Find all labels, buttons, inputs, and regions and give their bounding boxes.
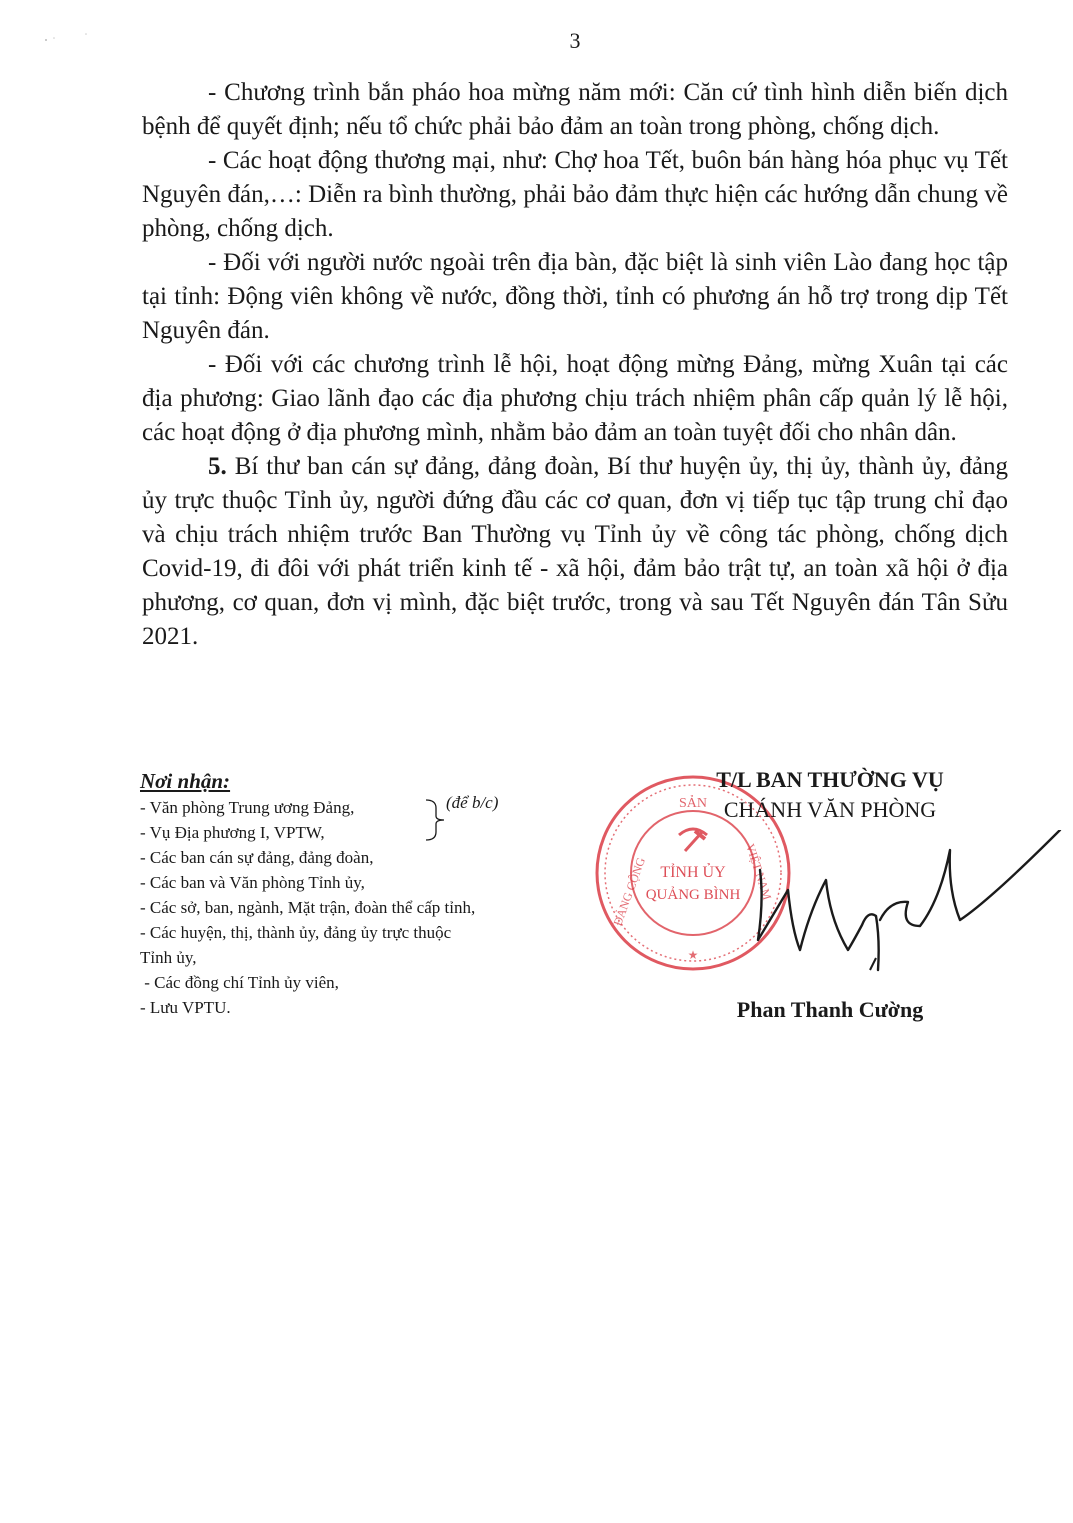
seal-ring-right: VIỆT NAM: [743, 841, 775, 902]
signature-block: [650, 765, 1010, 825]
hammer-sickle-icon: [679, 829, 707, 851]
seal-text-line2: QUẢNG BÌNH: [645, 887, 741, 903]
recipient-line: - Văn phòng Trung ương Đảng,: [140, 798, 355, 817]
body-paragraph: - Các hoạt động thương mại, như: Chợ hoa Tết, buôn bán hàng hóa phục vụ Tết Nguyên đán,…: Diễn ra bình thường, phải bảo đảm thực hiện các hướng dẫn chung về phòng, chống dịch.: [142, 147, 1008, 242]
copy-note: (để b/c): [446, 793, 499, 812]
body-paragraph: - Chương trình bắn pháo hoa mừng năm mới: Căn cứ tình hình diễn biến dịch bệnh để quyết định; nếu tổ chức phải bảo đảm an toàn trong phòng, chống dịch.: [142, 79, 1008, 140]
body-paragraph: - Đối với các chương trình lễ hội, hoạt động mừng Đảng, mừng Xuân tại các địa phương: Giao lãnh đạo các địa phương chịu trách nhiệm phân cấp quản lý lễ hội, các hoạt động ở địa phương mình, nhằm bảo đảm an toàn tuyệt đối cho nhân dân.: [142, 351, 1008, 446]
page-number: 3: [569, 28, 581, 53]
handwritten-signature: [730, 830, 1070, 985]
brace-icon: [424, 798, 448, 847]
recipient-line: - Các sở, ban, ngành, Mặt trận, đoàn thể cấp tỉnh,: [140, 898, 476, 917]
signer-name: Phan Thanh Cường: [736, 997, 924, 1022]
recipient-line: - Các ban cán sự đảng, đảng đoàn,: [140, 848, 374, 867]
recipient-line: - Các huyện, thị, thành ủy, đảng ủy trực thuộc: [140, 923, 452, 942]
seal-star-icon: ★: [687, 948, 699, 962]
section-5-paragraph: [142, 450, 1008, 654]
section-number: 5.: [208, 453, 227, 480]
body-paragraph: - Đối với người nước ngoài trên địa bàn, đặc biệt là sinh viên Lào đang học tập tại tỉnh: Động viên không về nước, đồng thời, tỉnh có phương án hỗ trợ trong dịp Tết Nguyên đán.: [142, 249, 1008, 344]
recipients-block: [140, 767, 580, 1020]
document-body: [142, 76, 1008, 654]
recipient-line: - Vụ Địa phương I, VPTW,: [140, 823, 325, 842]
recipient-line: - Các ban và Văn phòng Tỉnh ủy,: [140, 873, 365, 892]
seal-ring-top: SẢN: [678, 796, 708, 811]
recipient-line: - Lưu VPTU.: [140, 998, 231, 1017]
section-5-text: Bí thư ban cán sự đảng, đảng đoàn, Bí thư huyện ủy, thị ủy, thành ủy, đảng ủy trực thuộc Tỉnh ủy, người đứng đầu các cơ quan, đơn vị tiếp tục tập trung chỉ đạo và chịu trách nhiệm trước Ban Thường vụ Tỉnh ủy về công tác phòng, chống dịch Covid-19, đi đôi với phát triển kinh tế - xã hội, đảm bảo trật tự, an toàn xã hội ở địa phương, cơ quan, đơn vị mình, đặc biệt trước, trong và sau Tết Nguyên đán Tân Sửu 2021.: [142, 453, 1009, 650]
seal-text-line1: TỈNH ỦY: [660, 864, 726, 881]
recipients-heading: Nơi nhận:: [140, 769, 231, 793]
signer-authority-title: T/L BAN THƯỜNG VỤ: [716, 767, 944, 792]
seal-ring-left: ĐẢNG CỘNG: [610, 855, 649, 928]
signer-position: CHÁNH VĂN PHÒNG: [723, 797, 937, 822]
recipient-line: Tỉnh ủy,: [140, 948, 197, 967]
recipient-line: - Các đồng chí Tỉnh ủy viên,: [140, 973, 339, 992]
